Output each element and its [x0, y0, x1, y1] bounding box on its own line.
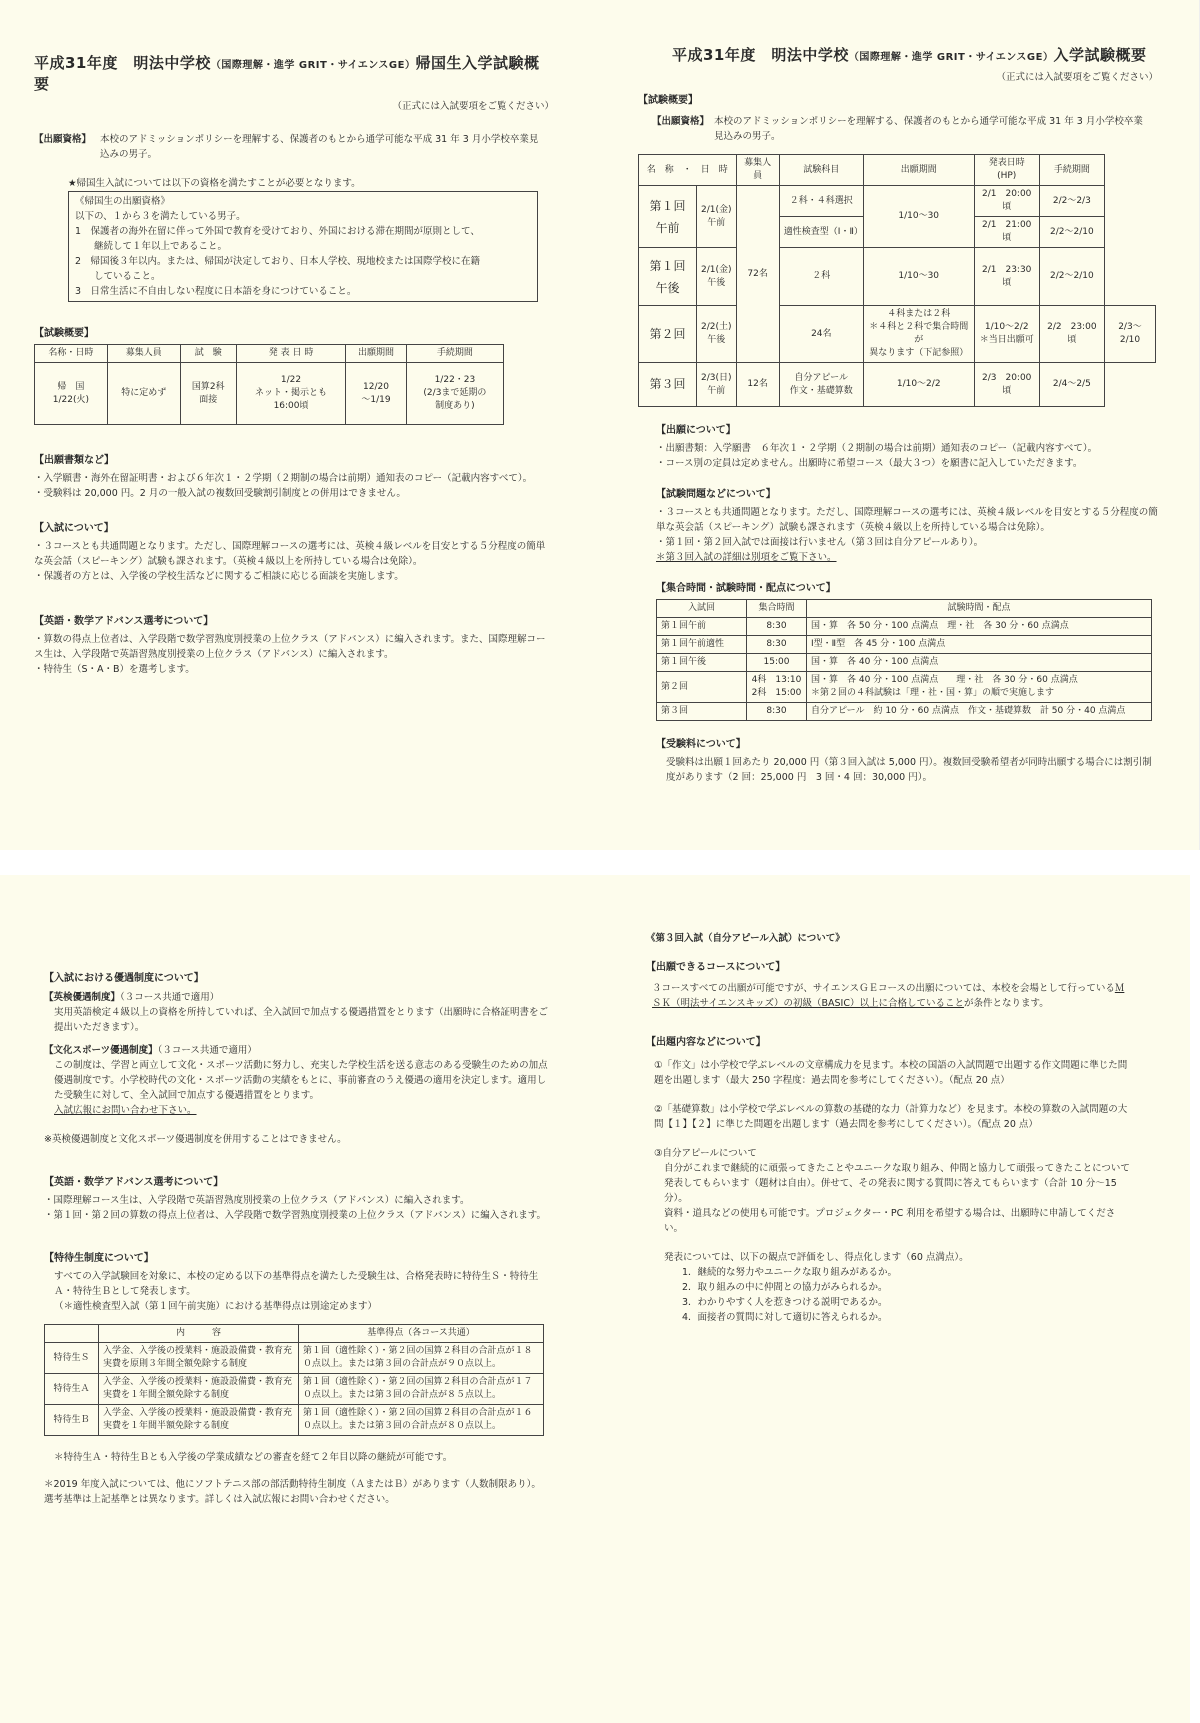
table-cell: 2/2 23:00頃 [1039, 306, 1104, 363]
section-heading: 【試験概要】 [638, 95, 698, 106]
table-cell: 第１回（適性除く）・第２回の国算２科目の合計点が１７０点以上。または第３回の合計点が８５点以上。 [299, 1374, 544, 1405]
table-cell: 帰 国 1/22(火) [35, 363, 108, 425]
table-cell: 特に定めず [107, 363, 180, 425]
section-heading: 【英語・数学アドバンス選考について】 [44, 1177, 224, 1188]
list-item: ・受験料は 20,000 円。2 月の一般入試の複数回受験割引制度との併用はできません。 [34, 488, 406, 499]
list-item: 3．わかりやすく人を惹きつける説明であるか。 [682, 1297, 888, 1308]
box-line: 3 日常生活に不自由しない程度に日本語を身につけていること。 [75, 286, 357, 297]
table-cell: 特待生Ａ [45, 1374, 99, 1405]
table-header: 発表日時 (HP) [974, 155, 1039, 186]
table-cell: 第１回午前 [657, 618, 747, 636]
page-general [638, 44, 1158, 785]
table-cell: 2/3(日) 午前 [697, 363, 737, 407]
table-cell: ２科 [779, 248, 863, 306]
table-cell: ４科または２科 ＊４科と２科で集合時間が 異なります（下記参照） [863, 306, 974, 363]
table-header: 内 容 [99, 1325, 299, 1343]
table-cell: 2/1(金) 午前 [697, 186, 737, 248]
table-cell: 2/1 21:00頃 [974, 217, 1039, 248]
qualification [638, 114, 1158, 144]
table-header: 入試回 [657, 600, 747, 618]
course-condition: ＭＳＫ（明法サイエンスキッズ）の初級（BASIC）以上に合格していること [652, 983, 1125, 1009]
list-item: 1．継続的な努力やユニークな取り組みがあるか。 [682, 1267, 898, 1278]
section-heading: 【試験概要】 [34, 328, 94, 339]
table-cell: 国・算 各 40 分・100 点満点 理・社 各 30 分・60 点満点 ＊第２回の４科試験は「理・社・国・算」の順で実施します [807, 672, 1152, 703]
table-cell: 第１回 午後 [639, 248, 697, 306]
document-sheet-1 [0, 0, 1200, 850]
content-item: ①「作文」は小学校で学ぶレベルの文章構成力を見ます。本校の国語の入試問題で出題する作文問題に準じた問題を出題します（最大 250 字程度：過去問を参考にしてください）。（配点 20 点） [654, 1060, 1128, 1086]
note: （正式には入試要項をご覧ください） [996, 72, 1158, 83]
table-cell: 自分アピール 約 10 分・60 点満点 作文・基礎算数 計 50 分・40 点満点 [807, 703, 1152, 721]
table-header: 名 称 ・ 日 時 [639, 155, 737, 186]
table-header: 基準得点（各コース共通） [299, 1325, 544, 1343]
table-header: 試験科目 [779, 155, 863, 186]
table-cell: 15:00 [747, 654, 807, 672]
document-sheet-2 [0, 875, 1190, 1723]
qualification-text: 本校のアドミッションポリシーを理解する、保護者のもとから通学可能な平成 31 年 3 月小学校卒業見込みの男子。 [100, 134, 539, 160]
table-header: 出願期間 [863, 155, 974, 186]
content-item: ③自分アピールについて [654, 1148, 757, 1159]
table-cell: 国・算 各 40 分・100 点満点 [807, 654, 1152, 672]
table-cell: Ⅰ型・Ⅱ型 各 45 分・100 点満点 [807, 636, 1152, 654]
section-heading: 【出願できるコースについて】 [646, 962, 786, 973]
page-kikoku [34, 52, 554, 677]
list-item: ・３コースとも共通問題となります。ただし、国際理解コースの選考には、英検４級レベルを目安とする５分程度の簡単な英会話（スピーキング）試験も課されます（英検４級以上を所持している場合は免除）。 [656, 507, 1158, 533]
table-cell: 72名 [736, 186, 779, 363]
content-text: 自分がこれまで継続的に頑張ってきたことやユニークな取り組み、仲間と協力して頑張ってきたことについて発表してもらいます（題材は自由）。併せて、その発表に関する質問に答えてもらいます（合計 10 分～15 分）。 [664, 1163, 1130, 1204]
section-heading: 【出願について】 [656, 425, 736, 436]
section-heading: 【特待生制度について】 [44, 1253, 154, 1264]
table-cell: 入学金、入学後の授業料・施設設備費・教育充実費を原則３年間全額免除する制度 [99, 1343, 299, 1374]
sport-text: この制度は、学習と両立して文化・スポーツ活動に努力し、充実した学校生活を送る意志のある受験生のための加点優遇制度です。小学校時代の文化・スポーツ活動の実績をもとに、事前審査のうえ優遇の適用を決定します。適用した受験生に対して、全入試回で加点する優遇措置をとります。 [54, 1060, 548, 1101]
table-cell: 自分アピール 作文・基礎算数 [779, 363, 863, 407]
table-cell: 2/3 20:00頃 [974, 363, 1039, 407]
table-cell: 24名 [779, 306, 863, 363]
sub-tag: （３コース共通で適用） [157, 1045, 257, 1056]
table-cell: 1/22・23 (2/3まで延期の 制度あり) [406, 363, 503, 425]
table-header [45, 1325, 99, 1343]
table-header: 集合時間 [747, 600, 807, 618]
table-cell: 1/22 ネット・掲示とも 16:00頃 [236, 363, 345, 425]
time-table [656, 599, 1152, 721]
table-cell: 2/2(土) 午後 [697, 306, 737, 363]
sub-tag: （３コース共通で適用） [120, 992, 220, 1003]
list-item: ・保護者の方とは、入学後の学校生活などに関するご相談に応じる面談を実施します。 [34, 571, 404, 582]
exam-overview-table [638, 154, 1156, 407]
list-item: ・国際理解コース生は、入学段階で英語習熟度別授業の上位クラス（アドバンス）に編入されます。 [44, 1195, 470, 1206]
qualification-text: 本校のアドミッションポリシーを理解する、保護者のもとから通学可能な平成 31 年 3 月小学校卒業見込みの男子。 [714, 116, 1143, 142]
list-item: ・入学願書・海外在留証明書・および６年次１・２学期（２期制の場合は前期）通知表のコピー（記載内容すべて）。 [34, 473, 533, 484]
box-line: 2 帰国後３年以内。または、帰国が決定しており、日本人学校、現地校または国際学校に在籍 [75, 256, 481, 267]
table-header: 名称・日時 [35, 345, 108, 363]
table-cell: 第２回 [657, 672, 747, 703]
table-cell: 第３回 [639, 363, 697, 407]
list-item: ・特待生（S・A・B）を選考します。 [34, 664, 195, 675]
title-end: 入学試験概要 [1053, 46, 1147, 64]
course-text-end: が条件となります。 [963, 998, 1049, 1009]
section-heading: 【出願書類など】 [34, 455, 114, 466]
table-cell: 入学金、入学後の授業料・施設設備費・教育充実費を１年間半額免除する制度 [99, 1405, 299, 1436]
page-title [34, 52, 554, 94]
box-line: 継続して１年以上であること。 [75, 241, 228, 252]
table-cell: 入学金、入学後の授業料・施設設備費・教育充実費を１年間全額免除する制度 [99, 1374, 299, 1405]
table-header: 募集人員 [107, 345, 180, 363]
box-title: 《帰国生の出願資格》 [75, 196, 171, 207]
page-title: 《第３回入試（自分アピール入試）について》 [646, 933, 845, 944]
table-header: 手続期間 [1039, 155, 1104, 186]
table-cell: 2/2～2/3 [1039, 186, 1104, 217]
table-cell: 12名 [736, 363, 779, 407]
section-heading: 【入試について】 [34, 523, 114, 534]
box-line: していること。 [75, 271, 161, 282]
sub-heading: 【文化スポーツ優遇制度】 [44, 1045, 158, 1056]
title-sub: （国際理解・進学 GRIT・サイエンスGE） [848, 52, 1054, 63]
table-cell: 国・算 各 50 分・100 点満点 理・社 各 30 分・60 点満点 [807, 618, 1152, 636]
note: ※英検優遇制度と文化スポーツ優遇制度を併用することはできません。 [44, 1134, 347, 1145]
title-main: 平成31年度 明法中学校 [34, 54, 211, 72]
star-note: ★帰国生入試については以下の資格を満たすことが必要となります。 [68, 178, 361, 189]
table-cell: 2/2～2/10 [1039, 248, 1104, 306]
contact-link[interactable]: 入試広報にお問い合わせ下さい。 [54, 1105, 197, 1116]
table-header: 試験時間・配点 [807, 600, 1152, 618]
table-cell: 第１回 午前 [639, 186, 697, 248]
table-cell: 国算2科 面接 [180, 363, 236, 425]
title-sub: （国際理解・進学 GRIT・サイエンスGE） [210, 60, 416, 71]
note: （正式には入試要項をご覧ください） [392, 101, 554, 112]
page-title [638, 44, 1158, 65]
list-item: ・出願書類：入学願書 ６年次１・２学期（２期制の場合は前期）通知表のコピー（記載内容すべて）。 [656, 443, 1098, 454]
table-cell: 第１回午前適性 [657, 636, 747, 654]
table-cell: ２科・４科選択 [779, 186, 863, 217]
table-cell: 8:30 [747, 703, 807, 721]
table-cell: 8:30 [747, 636, 807, 654]
table-cell: 第１回（適性除く）・第２回の国算２科目の合計点が１６０点以上。または第３回の合計点が８０点以上。 [299, 1405, 544, 1436]
table-cell: 2/4～2/5 [1039, 363, 1104, 407]
table-cell: 第２回 [639, 306, 697, 363]
content-text: 資料・道具などの使用も可能です。プロジェクター・PC 利用を希望する場合は、出願時に申請してください。 [664, 1208, 1116, 1234]
content-item: ②「基礎算数」は小学校で学ぶレベルの算数の基礎的な力（計算力など）を見ます。本校の算数の入試問題の大問【１】【２】に準じた問題を出題します（過去問を参考にしてください）。（配点 20 点） [654, 1104, 1128, 1130]
list-item: ・第１回・第２回の算数の得点上位者は、入学段階で数学習熟度別授業の上位クラス（アドバンス）に編入されます。 [44, 1210, 546, 1221]
note: ＊特待生Ａ・特待生Ｂとも入学後の学業成績などの審査を経て２年目以降の継続が可能です。 [54, 1452, 453, 1463]
table-cell: 2/1(金) 午後 [697, 248, 737, 306]
list-item: 4．面接者の質問に対して適切に答えられるか。 [682, 1312, 888, 1323]
scholarship-text: すべての入学試験回を対象に、本校の定める以下の基準得点を満たした受験生は、合格発表時に特待生Ｓ・特待生Ａ・特待生Ｂとして発表します。 [54, 1271, 539, 1297]
general-sections [638, 421, 1158, 785]
table-header: 発 表 日 時 [236, 345, 345, 363]
list-item: ＊第３回入試の詳細は別項をご覧下さい。 [656, 552, 837, 563]
table-cell: 8:30 [747, 618, 807, 636]
note: ＊2019 年度入試については、他にソフトテニス部の部活動特待生制度（ＡまたはＢ）があります（人数制限あり）。選考基準は上記基準とは異なります。詳しくは入試広報にお問い合わせください。 [44, 1479, 541, 1505]
list-item: ・３コースとも共通問題となります。ただし、国際理解コースの選考には、英検４級レベルを目安とする５分程度の簡単な英会話（スピーキング）試験も課されます。（英検４級以上を所持している場合は免除）。 [34, 541, 546, 567]
course-text [646, 981, 1130, 1011]
table-cell: 4科 13:10 2科 15:00 [747, 672, 807, 703]
list-item: ・算数の得点上位者は、入学段階で数学習熟度別授業の上位クラス（アドバンス）に編入されます。また、国際理解コース生は、入学段階で英語習熟度別授業の上位クラス（アドバンス）に編入されます。 [34, 634, 546, 660]
table-cell: 2/1 20:00頃 [974, 186, 1039, 217]
table-cell: 特待生Ｂ [45, 1405, 99, 1436]
section-heading: 【試験問題などについて】 [656, 489, 776, 500]
section-heading: 【出願資格】 [34, 134, 92, 145]
section-heading: 【受験料について】 [656, 739, 746, 750]
table-cell: 1/10～2/2 ＊当日出願可 [974, 306, 1039, 363]
box-line: 1 保護者の海外在留に伴って外国で教育を受けており、外国における滞在期間が原則として、 [75, 226, 480, 237]
section-heading: 【出題内容などについて】 [646, 1037, 766, 1048]
title-end: 帰国生入学試験概要 [34, 54, 540, 93]
scholarship-sub: （＊適性検査型入試（第１回午前実施）における基準得点は別途定めます） [54, 1301, 378, 1312]
course-text-main: ３コースすべての出願が可能ですが、サイエンスＧＥコースの出願については、本校を会場として行っている [652, 983, 1115, 994]
table-cell: 2/2～2/10 [1039, 217, 1104, 248]
table-cell: 1/10～30 [863, 248, 974, 306]
list-item: 2．取り組みの中に仲間との協力がみられるか。 [682, 1282, 888, 1293]
fee-text: 受験料は出願１回あたり 20,000 円（第３回入試は 5,000 円）。複数回受験希望者が同時出願する場合には割引制度があります（2 回：25,000 円 3 回・4 回：30,000 円）。 [666, 757, 1152, 783]
kikoku-table [34, 344, 504, 425]
table-cell: 第３回 [657, 703, 747, 721]
table-cell: 適性検査型（Ⅰ・Ⅱ） [779, 217, 863, 248]
table-cell: 特待生Ｓ [45, 1343, 99, 1374]
table-header: 募集人員 [736, 155, 779, 186]
table-header: 出願期間 [346, 345, 407, 363]
qualification [34, 132, 554, 162]
page-third-exam [646, 931, 1130, 1325]
scholarship-table [44, 1324, 544, 1436]
table-cell: 2/3～2/10 [1104, 306, 1155, 363]
title-main: 平成31年度 明法中学校 [672, 46, 849, 64]
list-item: ・第１回・第２回入試では面接は行いません（第３回は自分アピールあり）。 [656, 537, 984, 548]
section-heading: 【英語・数学アドバンス選考について】 [34, 616, 214, 627]
table-cell: 1/10～30 [863, 186, 974, 248]
table-cell: 1/10～2/2 [863, 363, 974, 407]
table-cell: 2/1 23:30頃 [974, 248, 1039, 306]
eiken-text: 実用英語検定４級以上の資格を所持していれば、全入試回で加点する優遇措置をとります（出願時に合格証明書をご提出いただきます）。 [54, 1007, 549, 1033]
table-cell: 第１回（適性除く）・第２回の国算２科目の合計点が１８０点以上。または第３回の合計点が９０点以上。 [299, 1343, 544, 1374]
table-header: 試 験 [180, 345, 236, 363]
qualification-box [68, 191, 538, 302]
section-heading: 【集合時間・試験時間・配点について】 [656, 583, 836, 594]
page-preference [44, 955, 550, 1507]
table-header: 手続期間 [406, 345, 503, 363]
section-heading: 【入試における優遇制度について】 [44, 973, 204, 984]
sub-heading: 【英検優遇制度】 [44, 992, 121, 1003]
list-item: ・コース別の定員は定めません。出願時に希望コース（最大３つ）を願書に記入していただきます。 [656, 458, 1083, 469]
box-line: 以下の、１から３を満たしている男子。 [75, 211, 246, 222]
section-heading: 【出願資格】 [652, 116, 710, 127]
table-cell: 第１回午後 [657, 654, 747, 672]
eval-heading: 発表については、以下の観点で評価をし、得点化します（60 点満点）。 [664, 1252, 969, 1263]
table-cell: 12/20 ～1/19 [346, 363, 407, 425]
